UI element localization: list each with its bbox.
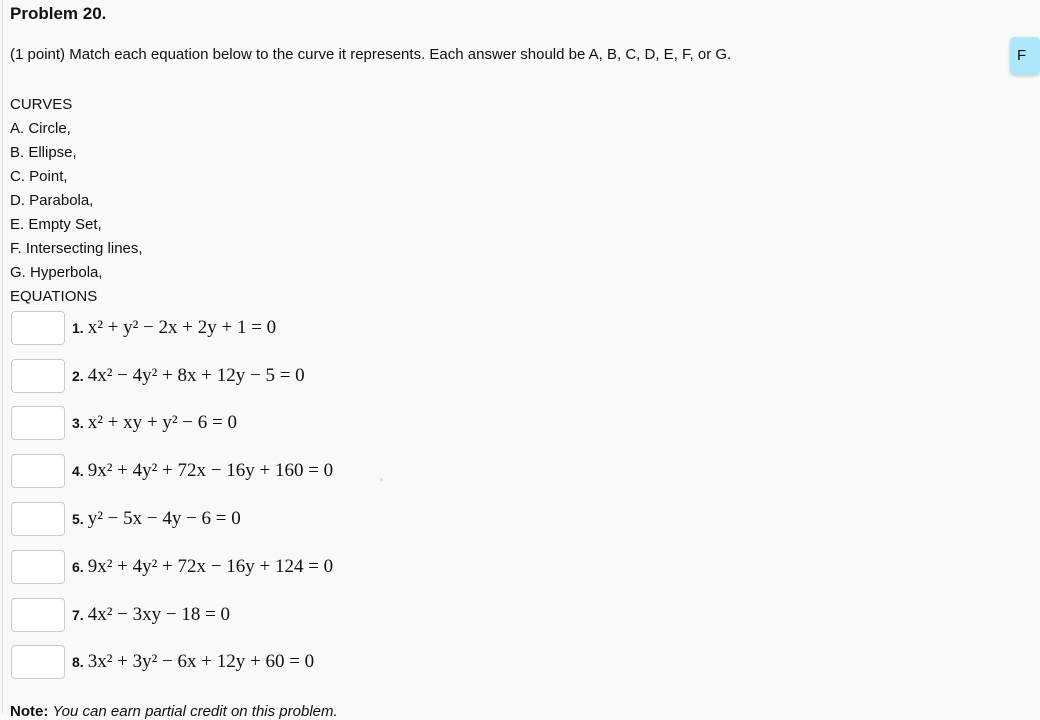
equation-row (11, 639, 333, 687)
equation: 4x² − 4y² + 8x + 12y − 5 = 0 (87, 364, 305, 386)
equation-number: 8. (72, 654, 84, 671)
equation-number: 3. (72, 415, 84, 432)
equation-number: 7. (72, 606, 84, 623)
decorative-dot (380, 478, 383, 481)
equation-row (11, 447, 333, 495)
answer-input[interactable] (11, 502, 65, 536)
curve-item: G. Hyperbola, (10, 264, 103, 281)
curve-item: F. Intersecting lines, (10, 240, 143, 257)
note-label: Note: (10, 703, 49, 720)
equation-row (11, 352, 333, 400)
answer-input[interactable] (11, 598, 65, 632)
answer-input[interactable] (11, 645, 65, 679)
equation: 3x² + 3y² − 6x + 12y + 60 = 0 (87, 651, 315, 673)
left-border (2, 0, 3, 713)
equation-row (11, 304, 333, 352)
equation-number: 6. (72, 558, 84, 575)
equation-number: 1. (72, 319, 84, 336)
answer-input[interactable] (11, 311, 65, 345)
equation: 9x² + 4y² + 72x − 16y + 160 = 0 (87, 460, 334, 482)
equation: x² + y² − 2x + 2y + 1 = 0 (87, 316, 277, 338)
equation: x² + xy + y² − 6 = 0 (87, 412, 237, 434)
equation-row (11, 495, 333, 543)
equations-list (11, 304, 333, 686)
note (10, 703, 338, 720)
answer-input[interactable] (11, 454, 65, 488)
curve-item: C. Point, (10, 168, 68, 185)
equation-number: 5. (72, 511, 84, 528)
equation: y² − 5x − 4y − 6 = 0 (87, 508, 241, 530)
curves-heading: CURVES (10, 96, 73, 113)
curve-item: B. Ellipse, (10, 144, 77, 161)
side-tab[interactable]: F (1010, 37, 1040, 75)
curve-item: E. Empty Set, (10, 216, 102, 233)
equation: 4x² − 3xy − 18 = 0 (87, 603, 231, 625)
answer-input[interactable] (11, 550, 65, 584)
curve-item: D. Parabola, (10, 192, 94, 209)
note-text: You can earn partial credit on this problem. (52, 703, 338, 720)
equation: 9x² + 4y² + 72x − 16y + 124 = 0 (87, 555, 334, 577)
answer-input[interactable] (11, 406, 65, 440)
equations-heading: EQUATIONS (10, 288, 98, 305)
equation-number: 4. (72, 463, 84, 480)
equation-number: 2. (72, 367, 84, 384)
equation-row (11, 591, 333, 639)
curves-list (10, 93, 143, 309)
answer-input[interactable] (11, 359, 65, 393)
curve-item: A. Circle, (10, 120, 71, 137)
problem-title: Problem 20. (10, 4, 107, 23)
equation-row (11, 543, 333, 591)
equation-row (11, 400, 333, 448)
problem-prompt: (1 point) Match each equation below to the curve it represents. Each answer should be A, B, C, D, E, F, or G. (10, 46, 732, 63)
